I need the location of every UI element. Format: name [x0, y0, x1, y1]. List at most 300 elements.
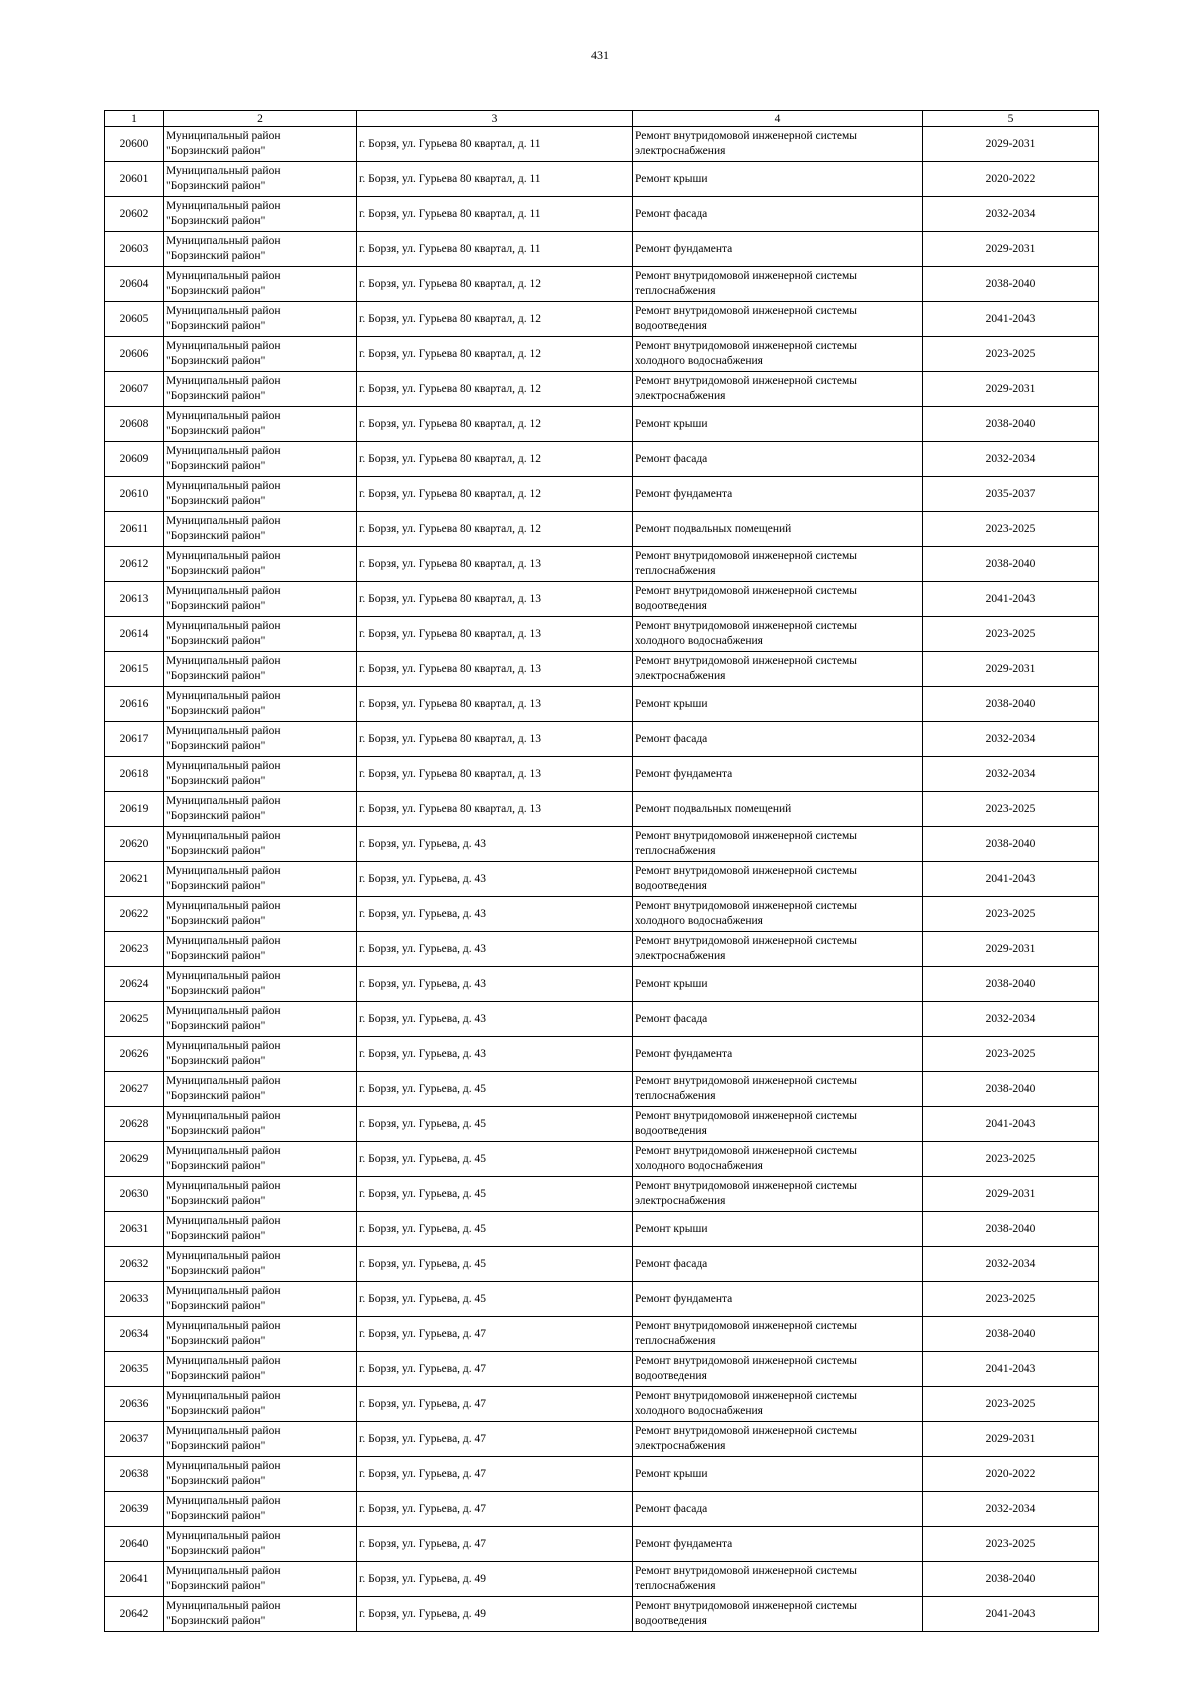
municipality-line: Муниципальный район: [166, 1530, 281, 1542]
table-row: [105, 1282, 1099, 1317]
municipality-cell: [164, 897, 357, 932]
period-cell: 2032-2034: [923, 1002, 1099, 1037]
municipality-line: Муниципальный район: [166, 340, 281, 352]
period-cell: 2023-2025: [923, 1142, 1099, 1177]
address-cell: г. Борзя, ул. Гурьева 80 квартал, д. 11: [357, 127, 633, 162]
municipality-line: Муниципальный район: [166, 1075, 281, 1087]
address-cell: г. Борзя, ул. Гурьева, д. 45: [357, 1177, 633, 1212]
work-type-line: Ремонт внутридомовой инженерной системы: [635, 830, 858, 842]
row-number: 20633: [105, 1282, 164, 1317]
work-type-line: Ремонт внутридомовой инженерной системы: [635, 1600, 858, 1612]
municipality-cell: [164, 1597, 357, 1632]
work-type-line: Ремонт фасада: [635, 452, 708, 465]
period-cell: 2038-2040: [923, 267, 1099, 302]
municipality-line: Муниципальный район: [166, 270, 281, 282]
table-row: [105, 1317, 1099, 1352]
municipality-cell: [164, 442, 357, 477]
address-cell: г. Борзя, ул. Гурьева 80 квартал, д. 12: [357, 407, 633, 442]
municipality-line: Муниципальный район: [166, 550, 281, 562]
work-type-line: Ремонт внутридомовой инженерной системы: [635, 270, 858, 282]
municipality-line: Муниципальный район: [166, 515, 281, 527]
period-cell: 2038-2040: [923, 967, 1099, 1002]
work-type-line: Ремонт фасада: [635, 1012, 708, 1025]
address-cell: г. Борзя, ул. Гурьева, д. 47: [357, 1317, 633, 1352]
row-number: 20639: [105, 1492, 164, 1527]
work-type-line: Ремонт внутридомовой инженерной системы: [635, 1145, 858, 1157]
page-number: 431: [591, 48, 609, 62]
work-type-cell: [633, 897, 923, 932]
municipality-line: Муниципальный район: [166, 1145, 281, 1157]
address-cell: г. Борзя, ул. Гурьева 80 квартал, д. 13: [357, 547, 633, 582]
table-row: [105, 1597, 1099, 1632]
municipality-cell: [164, 1072, 357, 1107]
period-cell: 2038-2040: [923, 827, 1099, 862]
work-type-cell: [633, 407, 923, 442]
table-row: [105, 1177, 1099, 1212]
table-row: [105, 827, 1099, 862]
work-type-line: Ремонт внутридомовой инженерной системы: [635, 1075, 858, 1087]
table-row: [105, 652, 1099, 687]
municipality-cell: [164, 1142, 357, 1177]
row-number: 20600: [105, 127, 164, 162]
address-cell: г. Борзя, ул. Гурьева, д. 47: [357, 1352, 633, 1387]
work-type-line: электроснабжения: [635, 390, 726, 402]
municipality-cell: [164, 372, 357, 407]
address-cell: г. Борзя, ул. Гурьева 80 квартал, д. 11: [357, 197, 633, 232]
table-row: [105, 1247, 1099, 1282]
period-cell: 2041-2043: [923, 302, 1099, 337]
work-type-line: электроснабжения: [635, 1440, 726, 1452]
work-type-cell: [633, 1597, 923, 1632]
table-row: [105, 407, 1099, 442]
work-type-cell: [633, 127, 923, 162]
work-type-cell: [633, 1212, 923, 1247]
municipality-line: "Борзинский район": [166, 985, 266, 997]
address-cell: г. Борзя, ул. Гурьева 80 квартал, д. 11: [357, 232, 633, 267]
address-cell: г. Борзя, ул. Гурьева, д. 45: [357, 1212, 633, 1247]
table-row: [105, 267, 1099, 302]
work-type-cell: [633, 792, 923, 827]
address-cell: г. Борзя, ул. Гурьева, д. 45: [357, 1282, 633, 1317]
municipality-cell: [164, 582, 357, 617]
work-type-cell: [633, 442, 923, 477]
work-type-line: холодного водоснабжения: [635, 355, 763, 367]
table-row: [105, 1562, 1099, 1597]
work-type-cell: [633, 722, 923, 757]
work-type-line: Ремонт крыши: [635, 697, 708, 710]
work-type-line: Ремонт внутридомовой инженерной системы: [635, 340, 858, 352]
municipality-line: "Борзинский район": [166, 915, 266, 927]
table-row: [105, 162, 1099, 197]
work-type-line: холодного водоснабжения: [635, 915, 763, 927]
work-type-line: водоотведения: [635, 1370, 707, 1382]
row-number: 20604: [105, 267, 164, 302]
table-row: [105, 582, 1099, 617]
period-cell: 2041-2043: [923, 1107, 1099, 1142]
address-cell: г. Борзя, ул. Гурьева, д. 49: [357, 1562, 633, 1597]
work-type-line: Ремонт фасада: [635, 732, 708, 745]
work-type-line: Ремонт фасада: [635, 1257, 708, 1270]
row-number: 20631: [105, 1212, 164, 1247]
municipality-cell: [164, 862, 357, 897]
row-number: 20622: [105, 897, 164, 932]
work-type-cell: [633, 757, 923, 792]
work-type-cell: [633, 1352, 923, 1387]
row-number: 20615: [105, 652, 164, 687]
municipality-line: "Борзинский район": [166, 1440, 266, 1452]
address-cell: г. Борзя, ул. Гурьева 80 квартал, д. 13: [357, 757, 633, 792]
municipality-line: Муниципальный район: [166, 1005, 281, 1017]
row-number: 20617: [105, 722, 164, 757]
row-number: 20636: [105, 1387, 164, 1422]
table-row: [105, 932, 1099, 967]
row-number: 20603: [105, 232, 164, 267]
municipality-line: Муниципальный район: [166, 480, 281, 492]
municipality-line: "Борзинский район": [166, 1335, 266, 1347]
address-cell: г. Борзя, ул. Гурьева, д. 45: [357, 1142, 633, 1177]
work-type-line: Ремонт внутридомовой инженерной системы: [635, 935, 858, 947]
municipality-line: "Борзинский район": [166, 530, 266, 542]
row-number: 20635: [105, 1352, 164, 1387]
municipality-line: Муниципальный район: [166, 655, 281, 667]
period-cell: 2041-2043: [923, 1597, 1099, 1632]
row-number: 20642: [105, 1597, 164, 1632]
work-type-cell: [633, 547, 923, 582]
municipality-line: "Борзинский район": [166, 425, 266, 437]
row-number: 20618: [105, 757, 164, 792]
address-cell: г. Борзя, ул. Гурьева, д. 45: [357, 1107, 633, 1142]
table-row: [105, 617, 1099, 652]
work-type-cell: [633, 932, 923, 967]
municipality-cell: [164, 1527, 357, 1562]
municipality-line: "Борзинский район": [166, 845, 266, 857]
work-type-cell: [633, 337, 923, 372]
table-row: [105, 1352, 1099, 1387]
period-cell: 2038-2040: [923, 1212, 1099, 1247]
column-header-3: 3: [357, 111, 633, 127]
municipality-cell: [164, 1492, 357, 1527]
work-type-cell: [633, 1072, 923, 1107]
municipality-cell: [164, 232, 357, 267]
municipality-line: Муниципальный район: [166, 830, 281, 842]
work-type-line: Ремонт внутридомовой инженерной системы: [635, 1320, 858, 1332]
row-number: 20627: [105, 1072, 164, 1107]
work-type-cell: [633, 232, 923, 267]
row-number: 20606: [105, 337, 164, 372]
municipality-line: "Борзинский район": [166, 1090, 266, 1102]
address-cell: г. Борзя, ул. Гурьева, д. 45: [357, 1072, 633, 1107]
municipality-cell: [164, 267, 357, 302]
municipality-line: "Борзинский район": [166, 320, 266, 332]
row-number: 20608: [105, 407, 164, 442]
column-header-1: 1: [105, 111, 164, 127]
address-cell: г. Борзя, ул. Гурьева, д. 47: [357, 1387, 633, 1422]
work-type-line: Ремонт внутридомовой инженерной системы: [635, 375, 858, 387]
work-type-line: Ремонт внутридомовой инженерной системы: [635, 130, 858, 142]
work-type-cell: [633, 512, 923, 547]
work-type-line: водоотведения: [635, 1125, 707, 1137]
work-type-line: Ремонт подвальных помещений: [635, 522, 792, 535]
period-cell: 2029-2031: [923, 652, 1099, 687]
municipality-cell: [164, 932, 357, 967]
address-cell: г. Борзя, ул. Гурьева, д. 47: [357, 1527, 633, 1562]
address-cell: г. Борзя, ул. Гурьева, д. 43: [357, 897, 633, 932]
row-number: 20601: [105, 162, 164, 197]
municipality-line: Муниципальный район: [166, 1110, 281, 1122]
municipality-line: Муниципальный район: [166, 1285, 281, 1297]
row-number: 20602: [105, 197, 164, 232]
table-row: [105, 897, 1099, 932]
work-type-line: холодного водоснабжения: [635, 635, 763, 647]
work-type-line: теплоснабжения: [635, 1335, 716, 1347]
address-cell: г. Борзя, ул. Гурьева 80 квартал, д. 11: [357, 162, 633, 197]
work-type-cell: [633, 162, 923, 197]
period-cell: 2029-2031: [923, 1422, 1099, 1457]
municipality-line: "Борзинский район": [166, 285, 266, 297]
row-number: 20637: [105, 1422, 164, 1457]
municipality-line: Муниципальный район: [166, 200, 281, 212]
municipality-line: "Борзинский район": [166, 1300, 266, 1312]
municipality-line: Муниципальный район: [166, 1390, 281, 1402]
row-number: 20641: [105, 1562, 164, 1597]
period-cell: 2029-2031: [923, 932, 1099, 967]
work-type-line: электроснабжения: [635, 1195, 726, 1207]
municipality-line: Муниципальный район: [166, 865, 281, 877]
work-type-cell: [633, 1142, 923, 1177]
table-row: [105, 372, 1099, 407]
table-row: [105, 1387, 1099, 1422]
municipality-line: Муниципальный район: [166, 690, 281, 702]
table-row: [105, 1492, 1099, 1527]
work-type-cell: [633, 267, 923, 302]
period-cell: 2029-2031: [923, 372, 1099, 407]
address-cell: г. Борзя, ул. Гурьева 80 квартал, д. 13: [357, 722, 633, 757]
municipality-line: "Борзинский район": [166, 460, 266, 472]
address-cell: г. Борзя, ул. Гурьева 80 квартал, д. 12: [357, 442, 633, 477]
municipality-line: "Борзинский район": [166, 1230, 266, 1242]
address-cell: г. Борзя, ул. Гурьева, д. 47: [357, 1492, 633, 1527]
municipality-line: "Борзинский район": [166, 740, 266, 752]
municipality-cell: [164, 1562, 357, 1597]
work-type-line: теплоснабжения: [635, 1090, 716, 1102]
municipality-line: "Борзинский район": [166, 775, 266, 787]
address-cell: г. Борзя, ул. Гурьева 80 квартал, д. 13: [357, 617, 633, 652]
work-type-cell: [633, 617, 923, 652]
period-cell: 2041-2043: [923, 582, 1099, 617]
row-number: 20624: [105, 967, 164, 1002]
period-cell: 2038-2040: [923, 547, 1099, 582]
address-cell: г. Борзя, ул. Гурьева 80 квартал, д. 13: [357, 792, 633, 827]
row-number: 20616: [105, 687, 164, 722]
municipality-cell: [164, 1457, 357, 1492]
municipality-cell: [164, 652, 357, 687]
municipality-line: "Борзинский район": [166, 1370, 266, 1382]
work-type-line: Ремонт внутридомовой инженерной системы: [635, 1565, 858, 1577]
table-row: [105, 967, 1099, 1002]
municipality-cell: [164, 302, 357, 337]
work-type-cell: [633, 1562, 923, 1597]
municipality-line: "Борзинский район": [166, 1160, 266, 1172]
address-cell: г. Борзя, ул. Гурьева 80 квартал, д. 12: [357, 337, 633, 372]
row-number: 20625: [105, 1002, 164, 1037]
address-cell: г. Борзя, ул. Гурьева, д. 43: [357, 862, 633, 897]
address-cell: г. Борзя, ул. Гурьева, д. 43: [357, 827, 633, 862]
work-type-line: Ремонт фундамента: [635, 487, 733, 500]
work-type-line: Ремонт крыши: [635, 977, 708, 990]
table-row: [105, 1527, 1099, 1562]
municipality-cell: [164, 967, 357, 1002]
municipality-cell: [164, 547, 357, 582]
municipality-line: "Борзинский район": [166, 1055, 266, 1067]
work-type-line: Ремонт крыши: [635, 1467, 708, 1480]
municipality-line: "Борзинский район": [166, 1580, 266, 1592]
work-type-line: Ремонт подвальных помещений: [635, 802, 792, 815]
period-cell: 2029-2031: [923, 1177, 1099, 1212]
address-cell: г. Борзя, ул. Гурьева 80 квартал, д. 12: [357, 477, 633, 512]
work-type-cell: [633, 1492, 923, 1527]
municipality-line: Муниципальный район: [166, 620, 281, 632]
municipality-line: "Борзинский район": [166, 355, 266, 367]
period-cell: 2029-2031: [923, 127, 1099, 162]
period-cell: 2032-2034: [923, 442, 1099, 477]
work-type-cell: [633, 197, 923, 232]
row-number: 20620: [105, 827, 164, 862]
municipality-line: Муниципальный район: [166, 760, 281, 772]
municipality-line: Муниципальный район: [166, 795, 281, 807]
municipality-line: "Борзинский район": [166, 180, 266, 192]
period-cell: 2038-2040: [923, 1317, 1099, 1352]
municipality-cell: [164, 1282, 357, 1317]
municipality-line: Муниципальный район: [166, 165, 281, 177]
work-type-cell: [633, 967, 923, 1002]
column-header-4: 4: [633, 111, 923, 127]
row-number: 20607: [105, 372, 164, 407]
row-number: 20640: [105, 1527, 164, 1562]
work-type-line: Ремонт внутридомовой инженерной системы: [635, 550, 858, 562]
row-number: 20610: [105, 477, 164, 512]
municipality-line: Муниципальный район: [166, 585, 281, 597]
municipality-line: Муниципальный район: [166, 1565, 281, 1577]
work-type-cell: [633, 1527, 923, 1562]
work-type-cell: [633, 1177, 923, 1212]
period-cell: 2023-2025: [923, 617, 1099, 652]
work-type-line: водоотведения: [635, 1615, 707, 1627]
address-cell: г. Борзя, ул. Гурьева, д. 47: [357, 1457, 633, 1492]
work-type-cell: [633, 652, 923, 687]
row-number: 20619: [105, 792, 164, 827]
work-type-cell: [633, 827, 923, 862]
period-cell: 2041-2043: [923, 1352, 1099, 1387]
period-cell: 2023-2025: [923, 337, 1099, 372]
work-type-line: водоотведения: [635, 880, 707, 892]
municipality-line: "Борзинский район": [166, 215, 266, 227]
table-row: [105, 1457, 1099, 1492]
work-type-line: холодного водоснабжения: [635, 1160, 763, 1172]
municipality-line: "Борзинский район": [166, 635, 266, 647]
work-type-line: электроснабжения: [635, 670, 726, 682]
municipality-cell: [164, 1212, 357, 1247]
repair-schedule-table: [104, 110, 1099, 1632]
row-number: 20623: [105, 932, 164, 967]
work-type-cell: [633, 1107, 923, 1142]
table-row: [105, 1422, 1099, 1457]
address-cell: г. Борзя, ул. Гурьева, д. 47: [357, 1422, 633, 1457]
row-number: 20614: [105, 617, 164, 652]
table-row: [105, 197, 1099, 232]
row-number: 20613: [105, 582, 164, 617]
municipality-line: Муниципальный район: [166, 1320, 281, 1332]
address-cell: г. Борзя, ул. Гурьева 80 квартал, д. 13: [357, 687, 633, 722]
work-type-line: Ремонт внутридомовой инженерной системы: [635, 900, 858, 912]
municipality-cell: [164, 337, 357, 372]
municipality-cell: [164, 1352, 357, 1387]
row-number: 20632: [105, 1247, 164, 1282]
work-type-cell: [633, 477, 923, 512]
work-type-line: Ремонт фасада: [635, 207, 708, 220]
municipality-cell: [164, 827, 357, 862]
municipality-cell: [164, 512, 357, 547]
work-type-cell: [633, 1247, 923, 1282]
work-type-line: Ремонт внутридомовой инженерной системы: [635, 1180, 858, 1192]
work-type-line: Ремонт внутридомовой инженерной системы: [635, 1355, 858, 1367]
row-number: 20630: [105, 1177, 164, 1212]
work-type-line: водоотведения: [635, 320, 707, 332]
municipality-line: "Борзинский район": [166, 1265, 266, 1277]
municipality-line: Муниципальный район: [166, 1250, 281, 1262]
work-type-line: Ремонт фасада: [635, 1502, 708, 1515]
work-type-line: Ремонт крыши: [635, 172, 708, 185]
work-type-cell: [633, 1282, 923, 1317]
work-type-cell: [633, 302, 923, 337]
period-cell: 2032-2034: [923, 1492, 1099, 1527]
address-cell: г. Борзя, ул. Гурьева, д. 49: [357, 1597, 633, 1632]
period-cell: 2032-2034: [923, 722, 1099, 757]
municipality-line: Муниципальный район: [166, 1495, 281, 1507]
period-cell: 2023-2025: [923, 1282, 1099, 1317]
municipality-line: Муниципальный район: [166, 305, 281, 317]
work-type-line: Ремонт внутридомовой инженерной системы: [635, 655, 858, 667]
period-cell: 2023-2025: [923, 1387, 1099, 1422]
municipality-line: Муниципальный район: [166, 1355, 281, 1367]
municipality-cell: [164, 162, 357, 197]
work-type-line: Ремонт фундамента: [635, 1537, 733, 1550]
municipality-line: "Борзинский район": [166, 1020, 266, 1032]
work-type-line: теплоснабжения: [635, 845, 716, 857]
row-number: 20621: [105, 862, 164, 897]
work-type-cell: [633, 1387, 923, 1422]
work-type-cell: [633, 1317, 923, 1352]
municipality-cell: [164, 127, 357, 162]
work-type-line: теплоснабжения: [635, 1580, 716, 1592]
municipality-line: "Борзинский район": [166, 145, 266, 157]
table-row: [105, 1212, 1099, 1247]
work-type-line: электроснабжения: [635, 950, 726, 962]
period-cell: 2041-2043: [923, 862, 1099, 897]
municipality-line: "Борзинский район": [166, 1545, 266, 1557]
municipality-line: Муниципальный район: [166, 900, 281, 912]
municipality-cell: [164, 687, 357, 722]
table-row: [105, 302, 1099, 337]
period-cell: 2023-2025: [923, 1527, 1099, 1562]
municipality-line: "Борзинский район": [166, 250, 266, 262]
work-type-cell: [633, 1037, 923, 1072]
municipality-cell: [164, 1317, 357, 1352]
municipality-line: "Борзинский район": [166, 390, 266, 402]
municipality-line: "Борзинский район": [166, 1125, 266, 1137]
period-cell: 2029-2031: [923, 232, 1099, 267]
work-type-line: Ремонт внутридомовой инженерной системы: [635, 1425, 858, 1437]
address-cell: г. Борзя, ул. Гурьева 80 квартал, д. 13: [357, 582, 633, 617]
